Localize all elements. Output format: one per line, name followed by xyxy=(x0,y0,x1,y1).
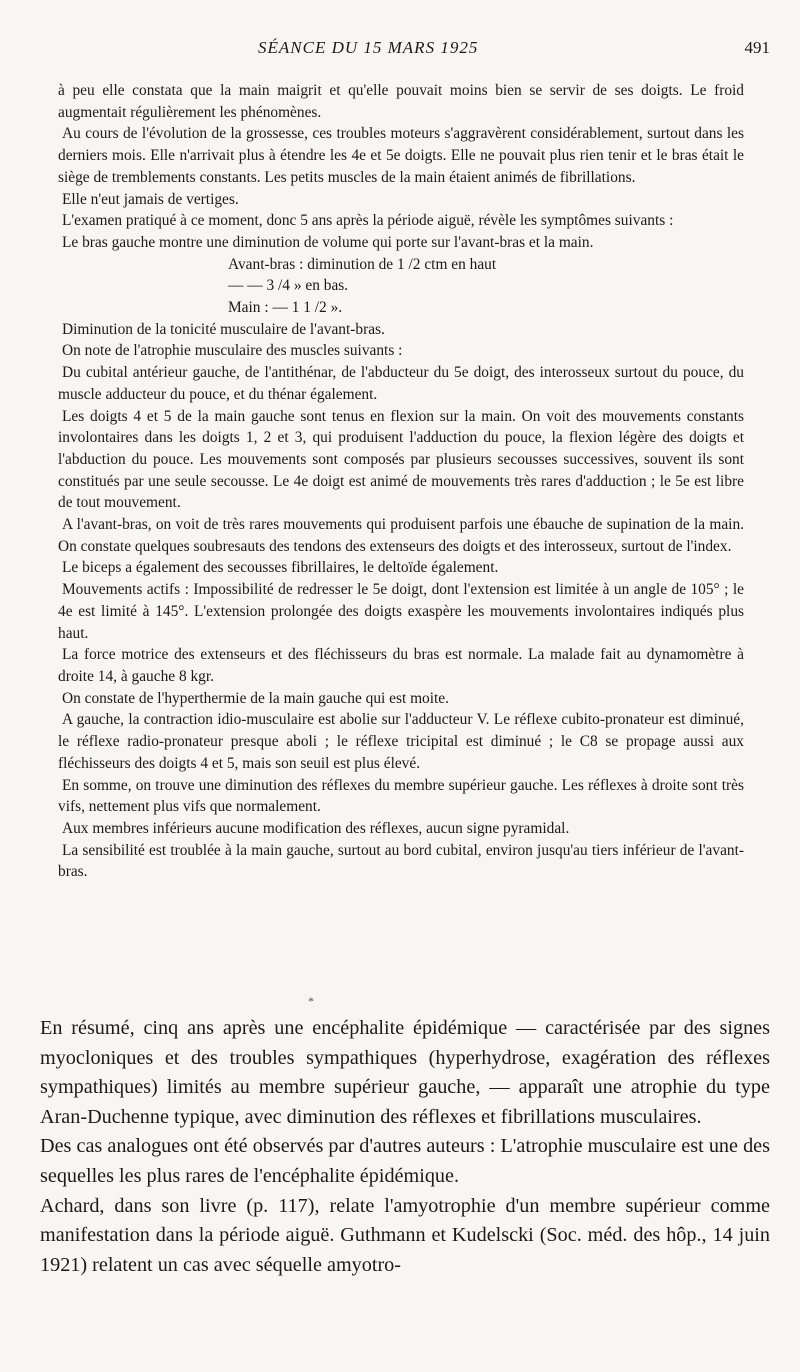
summary-paragraph: Des cas analogues ont été observés par d'autres auteurs : L'atrophie musculaire est une des sequelles les plus rares de l'encéphalite épidémique. xyxy=(40,1135,770,1187)
paragraph: Le bras gauche montre une diminution de volume qui porte sur l'avant-bras et la main. xyxy=(62,233,594,251)
section-separator: * xyxy=(308,994,314,1008)
paragraph: à peu elle constata que la main maigrit et qu'elle pouvait moins bien se servir de ses doigts. Le froid augmentait régulièrement les phénomènes. xyxy=(58,82,744,121)
paragraph: La sensibilité est troublée à la main gauche, surtout au bord cubital, environ jusqu'au tiers inférieur de l'avant-bras. xyxy=(58,841,744,881)
case-observation-text xyxy=(58,80,744,883)
running-title: SÉANCE DU 15 MARS 1925 xyxy=(258,38,479,57)
paragraph: On constate de l'hyperthermie de la main gauche qui est moite. xyxy=(62,689,449,707)
paragraph: L'examen pratiqué à ce moment, donc 5 ans après la période aiguë, révèle les symptômes suivants : xyxy=(62,212,674,230)
page-header xyxy=(58,38,770,62)
summary-text xyxy=(40,1014,770,1280)
paragraph: Diminution de la tonicité musculaire de l'avant-bras. xyxy=(62,320,385,338)
paragraph: A gauche, la contraction idio-musculaire est abolie sur l'adducteur V. Le réflexe cubito-pronateur est diminué, le réflexe radio-pronateur presque aboli ; le réflexe tricipital est diminué ; le C8 se propage aussi aux fléchisseurs des doigts 4 et 5, mais son seuil est plus élevé. xyxy=(58,711,744,772)
paragraph: Du cubital antérieur gauche, de l'antithénar, de l'abducteur du 5e doigt, des interosseux surtout du pouce, du muscle adducteur du pouce, et du thénar également. xyxy=(58,364,744,403)
paragraph: Au cours de l'évolution de la grossesse, ces troubles moteurs s'aggravèrent considérablement, surtout dans les derniers mois. Elle n'arrivait plus à étendre les 4e et 5e doigts. Elle ne pouvait plus rien tenir et le bras était le siège de tremblements constants. Les petits muscles de la main étaient animés de fibrillations. xyxy=(58,125,744,186)
summary-paragraph: Achard, dans son livre (p. 117), relate l'amyotrophie d'un membre supérieur comme manifestation dans la période aiguë. Guthmann et Kudelscki (Soc. méd. des hôp., 14 juin 1921) relatent un cas avec séquelle amyotro- xyxy=(40,1194,770,1276)
paragraph: Les doigts 4 et 5 de la main gauche sont tenus en flexion sur la main. On voit des mouvements constants involontaires dans les doigts 1, 2 et 3, qui produisent l'adduction du pouce, la flexion légère des doigts et l'abduction du pouce. Les mouvements sont composés par plusieurs secousses successives, souvent ils sont constitués par une seule secousse. Le 4e doigt est animé de mouvements très rares d'adduction ; le 5e est libre de tout mouvement. xyxy=(58,407,744,512)
page-number: 491 xyxy=(744,38,770,57)
paragraph: On note de l'atrophie musculaire des muscles suivants : xyxy=(62,342,403,360)
paragraph: Aux membres inférieurs aucune modification des réflexes, aucun signe pyramidal. xyxy=(62,819,570,837)
paragraph: Elle n'eut jamais de vertiges. xyxy=(62,190,239,208)
measurement-line: Avant-bras : diminution de 1 /2 ctm en haut xyxy=(228,255,497,273)
measurement-line: Main : — 1 1 /2 ». xyxy=(228,299,343,317)
paragraph: A l'avant-bras, on voit de très rares mouvements qui produisent parfois une ébauche de supination de la main. On constate quelques soubresauts des tendons des extenseurs des doigts et des interosseux, surtout de l'index. xyxy=(58,516,744,555)
measurement-line: — — 3 /4 » en bas. xyxy=(228,277,349,295)
summary-paragraph: En résumé, cinq ans après une encéphalite épidémique — caractérisée par des signes myocloniques et des troubles sympathiques (hyperhydrose, exagération des réflexes sympathiques) limités au membre supérieur gauche, — apparaît une atrophie du type Aran-Duchenne typique, avec diminution des réflexes et fibrillations musculaires. xyxy=(40,1017,770,1128)
paragraph: En somme, on trouve une diminution des réflexes du membre supérieur gauche. Les réflexes à droite sont très vifs, nettement plus vifs que normalement. xyxy=(58,776,744,816)
paragraph: Mouvements actifs : Impossibilité de redresser le 5e doigt, dont l'extension est limitée à un angle de 105° ; le 4e est limité à 145°. L'extension prolongée des doigts exaspère les mouvements involontaires indiqués plus haut. xyxy=(58,581,744,642)
paragraph: La force motrice des extenseurs et des fléchisseurs du bras est normale. La malade fait au dynamomètre à droite 14, à gauche 8 kgr. xyxy=(58,646,744,685)
paragraph: Le biceps a également des secousses fibrillaires, le deltoïde également. xyxy=(62,559,499,577)
